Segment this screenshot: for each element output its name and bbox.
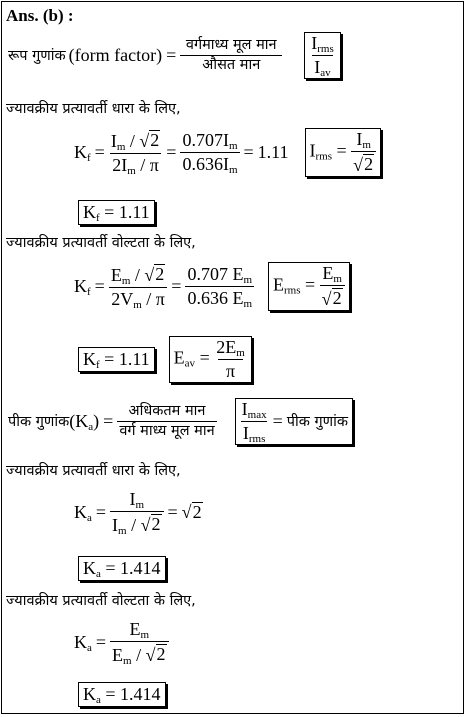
form-factor-fraction: वर्गमाध्य मूल मान औसत मान <box>180 38 282 73</box>
peak-factor-label-hindi: पीक गुणांक <box>8 414 70 431</box>
ka-current-equation: $K_a$ = $I_m$ $I_m$ / √ 2 = √ 2 <box>74 489 202 537</box>
kf-current-equation: $K_f$ = $I_m$ / √ 2 $2I_m$ / π = $\frac{0.707I_m}{0.636I_m}$ = 1.11 $I_{rms}$ = $I_m$ √ 2 <box>74 128 381 177</box>
form-factor-box: $I_{rms}$ $I_{av}$ <box>304 32 341 79</box>
form-factor-definition: रूप गुणांक (form factor) = वर्गमाध्य मूल मान औसत मान $I_{rms}$ $I_{av}$ <box>8 32 341 79</box>
ka-voltage-equation: $K_a$ = $E_m$ $E_m$ / √ 2 <box>74 620 169 665</box>
kf-result-box-1: $K_f = 1.11$ <box>78 200 155 225</box>
sine-voltage-text-1: ज्यावक्रीय प्रत्यावर्ती वोल्टता के लिए, <box>6 235 196 251</box>
kf-result-box-2: $K_f = 1.11$ <box>78 347 155 372</box>
irms-box: $I_{rms}$ = $I_m$ √ 2 <box>305 128 382 177</box>
erms-box: $E_{rms}$ = $E_m$ √ 2 <box>268 262 350 311</box>
ka-result-box-2: $K_a = 1.414$ <box>78 682 166 707</box>
sine-current-text-2: ज्यावक्रीय प्रत्यावर्ती धारा के लिए, <box>6 463 181 479</box>
peak-factor-definition: पीक गुणांक $(K_a)$ = अधिकतम मान वर्ग माध्य मूल मान $I_{max}$ $I_{rms}$ = पीक गुणांक <box>8 398 353 445</box>
kf-voltage-equation: $K_f$ = $E_m$ / √ 2 $2V_m$ / π = $\frac{0.707 E_m}{0.636 E_m}$ $E_{rms}$ = $E_m$ √ 2 <box>74 262 350 311</box>
eav-box: $E_{av}$ = $\frac{2E_m}{\pi}$ <box>169 336 252 383</box>
peak-factor-fraction: अधिकतम मान वर्ग माध्य मूल मान <box>119 402 215 439</box>
sine-voltage-text-2: ज्यावक्रीय प्रत्यावर्ती वोल्टता के लिए, <box>6 593 196 609</box>
answer-heading: Ans. (b) : <box>6 6 74 25</box>
peak-factor-box: $I_{max}$ $I_{rms}$ = पीक गुणांक <box>235 398 353 445</box>
kf-eav-row <box>78 336 252 383</box>
form-factor-label-hindi: रूप गुणांक <box>8 48 66 65</box>
sine-current-text-1: ज्यावक्रीय प्रत्यावर्ती धारा के लिए, <box>6 101 181 117</box>
ka-result-box-1: $K_a = 1.414$ <box>78 556 166 581</box>
form-factor-label-english: (form factor) <box>68 44 163 65</box>
